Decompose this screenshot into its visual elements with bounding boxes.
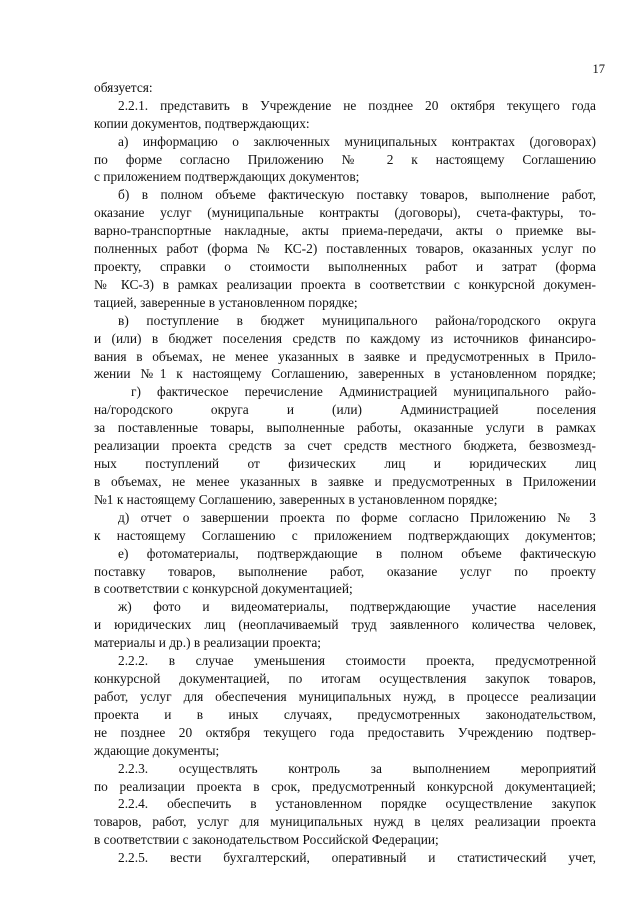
text-line: конкурсной документацией, по итогам осуществления закупок товаров, (94, 671, 596, 686)
text-line: варно-транспортные накладные, акты приема-передачи, акты о приемке вы- (94, 223, 596, 238)
text-line: 2.2.2. в случае уменьшения стоимости проекта, предусмотренной (118, 653, 596, 668)
text-line: проекту, справки о стоимости выполненных работ и затрат (форма (94, 259, 596, 274)
text-line: ж) фото и видеоматериалы, подтверждающие участие населения (118, 599, 596, 614)
text-line: 2.2.1. представить в Учреждение не позднее 20 октября текущего года (118, 98, 596, 113)
text-line: ждающие документы; (94, 743, 220, 758)
text-line: на/городского округа и (или) Администрацией поселения (94, 402, 596, 417)
text-line: и юридических лиц (неоплачиваемый труд заявленного количества человек, (94, 617, 596, 632)
text-line: № КС-3) в рамках реализации проекта в соответствии с конкурсной докумен- (94, 277, 596, 292)
text-line: по реализации проекта в срок, предусмотренный конкурсной документацией; (94, 779, 596, 794)
text-line: реализации проекта средств за счет средств местного бюджета, безвозмезд- (94, 438, 596, 453)
text-line: а) информацию о заключенных муниципальных контрактах (договорах) (118, 134, 596, 149)
text-line: г) фактическое перечисление Администрацией муниципального райо- (131, 384, 596, 399)
text-line: копии документов, подтверждающих: (94, 116, 310, 131)
text-line: товаров, работ, услуг для муниципальных нужд в целях реализации проекта (94, 814, 596, 829)
text-line: в соответствии с конкурсной документацией; (94, 581, 353, 596)
text-line: №1 к настоящему Соглашению, заверенных в установленном порядке; (94, 492, 498, 507)
text-line: проекта и в иных случаях, предусмотренных законодательством, (94, 707, 596, 722)
text-line: б) в полном объеме фактическую поставку товаров, выполнение работ, (118, 187, 596, 202)
text-line: поставку товаров, выполнение работ, оказание услуг по проекту (94, 564, 596, 579)
text-line: 2.2.5. вести бухгалтерский, оперативный и статистический учет, (118, 850, 596, 865)
text-line: е) фотоматериалы, подтверждающие в полном объеме фактическую (118, 546, 596, 561)
text-line: обязуется: (94, 80, 153, 95)
text-line: к настоящему Соглашению с приложением подтверждающих документов; (94, 528, 596, 543)
text-line: жении №1 к настоящему Соглашению, заверенных в установленном порядке; (94, 366, 596, 381)
text-line: 2.2.3. осуществлять контроль за выполнением мероприятий (118, 761, 596, 776)
text-line: по форме согласно Приложению № 2 к настоящему Соглашению (94, 152, 596, 167)
text-line: в объемах, не менее указанных в заявке и предусмотренных в Приложении (94, 474, 596, 489)
text-line: 2.2.4. обеспечить в установленном порядке осуществление закупок (118, 796, 596, 811)
text-line: не позднее 20 октября текущего года предоставить Учреждению подтвер- (94, 725, 596, 740)
text-line: полненных работ (форма № КС-2) поставленных товаров, оказанных услуг по (94, 241, 596, 256)
text-line: тацией, заверенные в установленном порядке; (94, 295, 358, 310)
text-line: д) отчет о завершении проекта по форме согласно Приложению № 3 (118, 510, 596, 525)
text-line: материалы и др.) в реализации проекта; (94, 635, 322, 650)
page-number: 17 (592, 62, 605, 76)
text-line: вания в объемах, не менее указанных в заявке и предусмотренных в Прило- (94, 349, 596, 364)
text-line: и (или) в бюджет поселения средств по каждому из источников финансиро- (94, 331, 596, 346)
text-line: в) поступление в бюджет муниципального района/городского округа (118, 313, 596, 328)
text-line: с приложением подтверждающих документов; (94, 169, 360, 184)
text-line: ных поступлений от физических лиц и юридических лиц (94, 456, 596, 471)
text-line: за поставленные товары, выполненные работы, оказанные услуги в рамках (94, 420, 596, 435)
text-line: в соответствии с законодательством Российской Федерации; (94, 832, 439, 847)
text-line: оказание услуг (муниципальные контракты (договоры), счета-фактуры, то- (94, 205, 596, 220)
text-line: работ, услуг для обеспечения муниципальных нужд, в процессе реализации (94, 689, 596, 704)
